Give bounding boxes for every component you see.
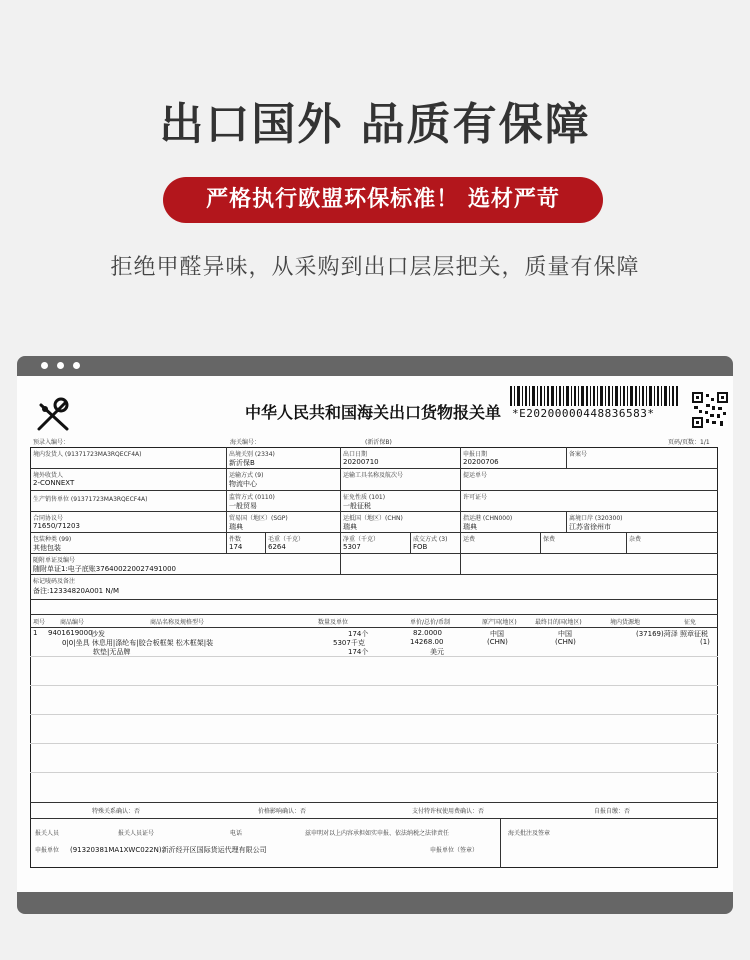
goods-qty-3: 174个 <box>348 648 369 656</box>
customs-no-label: 海关编号： <box>230 439 261 446</box>
barcode-number: *E202000004488365​83* <box>512 407 655 420</box>
pack-type-value: 其他包装 <box>33 544 61 552</box>
royalty-confirm: 支付特许权使用费确认：否 <box>412 808 485 815</box>
goods-source: (37169)菏泽 照章征税 <box>636 630 708 638</box>
window-dot <box>57 362 64 369</box>
marks-label: 标记唛码及备注 <box>33 578 76 585</box>
contract-value: 71650/71203 <box>33 522 80 530</box>
deal-mode-value: FOB <box>413 543 428 551</box>
goods-col-code: 商品编号 <box>60 619 85 626</box>
goods-name-line2: 0|0|坐具 休息用|涤纶布|胶合板框架 松木框架|装 <box>62 639 214 647</box>
gross-weight-label: 毛重（千克） <box>268 536 305 543</box>
goods-col-price: 单价/总价/币制 <box>410 619 451 626</box>
supervise-label: 监管方式 (0110) <box>229 494 275 501</box>
contract-label: 合同协议号 <box>33 515 64 522</box>
page-count: 页码/页数：1/1 <box>668 439 710 446</box>
goods-levy: (1) <box>700 638 710 646</box>
dest-country-label: 运抵国（地区）(CHN) <box>343 515 403 522</box>
marks-value: 备注:12334820A001 N/M <box>33 587 119 595</box>
net-weight-value: 5307 <box>343 543 361 551</box>
goods-origin-code: (CHN) <box>487 638 508 646</box>
goods-code: 9401619000 <box>48 629 93 637</box>
license-label: 许可证号 <box>463 494 488 501</box>
special-relation-confirm: 特殊关系确认：否 <box>92 808 141 815</box>
declaration-statement: 兹申明对以上内容承担如实申报、依法纳税之法律责任 <box>305 830 450 837</box>
dest-country-value: 瑞典 <box>343 523 357 531</box>
declare-date-label: 申报日期 <box>463 451 488 458</box>
document-title: 中华人民共和国海关出口货物报关单 <box>245 403 502 422</box>
qr-code-icon <box>692 392 728 428</box>
goods-col-source: 境内货源地 <box>610 619 641 626</box>
transport-label: 运输方式 (9) <box>229 472 264 479</box>
page-subtitle: 拒绝甲醛异味，从采购到出口层层把关，质量有保障 <box>110 255 640 280</box>
overseas-consignee-label: 境外收货人 <box>33 472 64 479</box>
port-value: 瑞典 <box>463 523 477 531</box>
levy-value: 一般征税 <box>343 502 371 510</box>
declarant-cert-label: 报关人员证号 <box>118 830 155 837</box>
goods-origin: 中国 <box>490 630 504 638</box>
goods-price-total: 14268.00 <box>410 638 444 646</box>
phone-label: 电话 <box>230 830 243 837</box>
vehicle-label: 运输工具名称及航次号 <box>343 472 404 479</box>
declare-unit-seal-label: 申报单位（签章） <box>430 847 479 854</box>
exit-date-label: 出口日期 <box>343 451 368 458</box>
exit-port-label: 出境关别 (2334) <box>229 451 275 458</box>
goods-dest-code: (CHN) <box>555 638 576 646</box>
attach-label: 随附单证及编号 <box>33 557 76 564</box>
goods-col-name: 商品名称及规格型号 <box>150 619 205 626</box>
window-dot <box>73 362 80 369</box>
net-weight-label: 净重（千克） <box>343 536 380 543</box>
self-report-confirm: 自报自缴：否 <box>594 808 631 815</box>
attach-value: 随附单证1:电子底账376400220027491000 <box>33 565 176 573</box>
misc-fee-label: 杂费 <box>629 536 642 543</box>
consignor-label: 境内发货人 (91371723MA3RQECF4A) <box>33 451 142 458</box>
exit-date-value: 20200710 <box>343 458 379 466</box>
price-impact-confirm: 价格影响确认：否 <box>258 808 307 815</box>
declare-date-value: 20200706 <box>463 458 499 466</box>
declare-unit-value: (91320381MA1XWC022N)新沂经开区国际货运代理有限公司 <box>70 846 267 854</box>
levy-label: 征免性质 (101) <box>343 494 386 501</box>
departure-port-value: 江苏省徐州市 <box>569 523 611 531</box>
producer-label: 生产销售单位 (91371723MA3RQECF4A) <box>33 496 148 503</box>
deal-mode-label: 成交方式 (3) <box>413 536 448 543</box>
customs-emblem-icon <box>33 395 73 435</box>
pre-entry-label: 预录入编号： <box>33 439 70 446</box>
exit-port-value: 新沂保B <box>229 459 255 467</box>
goods-dest: 中国 <box>558 630 572 638</box>
goods-col-levy: 征免 <box>684 619 697 626</box>
freight-label: 运费 <box>463 536 476 543</box>
page-title: 出口国外 品质有保障 <box>159 99 591 150</box>
pieces-value: 174 <box>229 543 243 551</box>
port-label: 指运港 (CHN000) <box>463 515 513 522</box>
goods-qty-1: 174个 <box>348 630 369 638</box>
goods-name-line3: 软垫|无品牌 <box>93 648 131 656</box>
declarant-label: 报关人员 <box>35 830 60 837</box>
pieces-label: 件数 <box>229 536 242 543</box>
insurance-label: 保费 <box>543 536 556 543</box>
window-dot <box>41 362 48 369</box>
pack-type-label: 包装种类 (99) <box>33 536 72 543</box>
goods-col-origin: 原产国(地区) <box>482 619 517 626</box>
goods-no: 1 <box>33 629 38 637</box>
gross-weight-value: 6264 <box>268 543 286 551</box>
transport-value: 物流中心 <box>229 480 257 488</box>
barcode-icon <box>510 386 678 406</box>
customs-note-label: 海关批注及签章 <box>508 830 551 837</box>
goods-name-line1: 沙发 <box>91 630 105 638</box>
goods-currency: 美元 <box>430 648 444 656</box>
overseas-consignee-value: 2-CONNEXT <box>33 479 75 487</box>
port-note: (新沂保B) <box>365 439 392 446</box>
goods-col-no: 项号 <box>33 619 46 626</box>
record-no-label: 备案号 <box>569 451 588 458</box>
goods-price-unit: 82.0000 <box>413 629 442 637</box>
goods-col-dest: 最终目的国(地区) <box>535 619 582 626</box>
supervise-value: 一般贸易 <box>229 502 257 510</box>
goods-qty-2: 5307千克 <box>333 639 365 647</box>
goods-col-qty: 数量及单位 <box>318 619 349 626</box>
bill-no-label: 提运单号 <box>463 472 488 479</box>
trade-country-value: 瑞典 <box>229 523 243 531</box>
departure-port-label: 离境口岸 (320300) <box>569 515 623 522</box>
standard-banner: 严格执行欧盟环保标准！ 选材严苛 <box>163 177 603 223</box>
declare-unit-label: 申报单位 <box>35 847 60 854</box>
trade-country-label: 贸易国（地区）(SGP) <box>229 515 288 522</box>
